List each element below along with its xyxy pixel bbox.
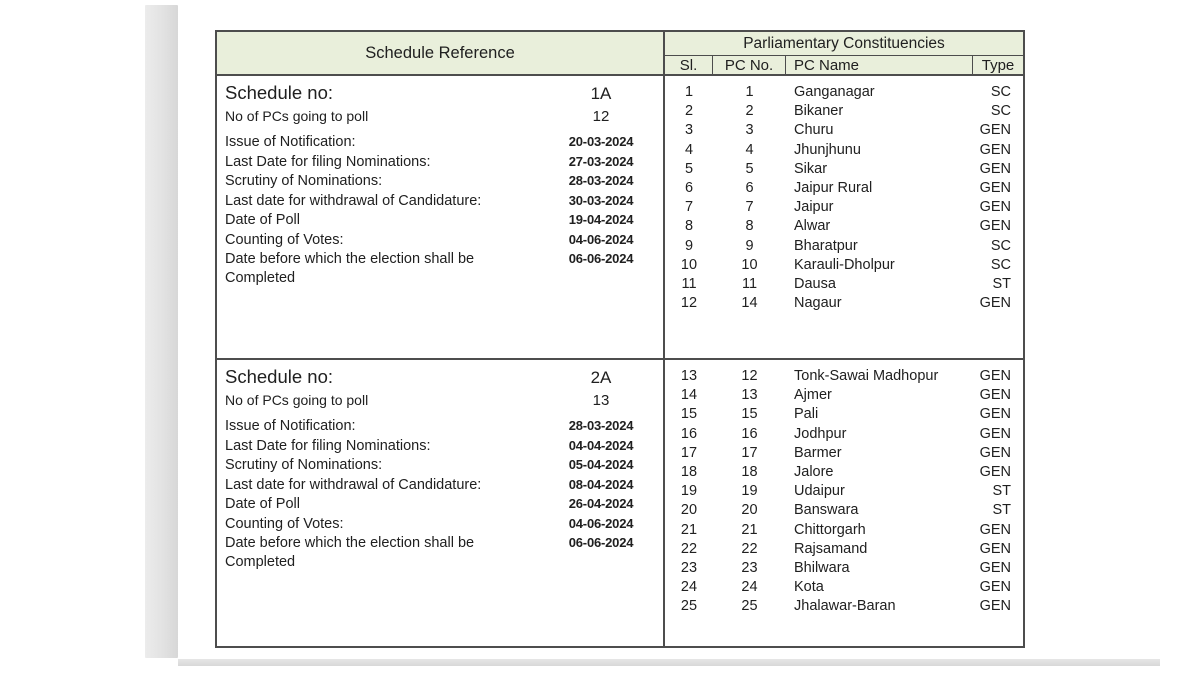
last-date-withdrawal-label: Last date for withdrawal of Candidature: bbox=[225, 476, 482, 493]
completion-date-value: 06-06-2024 bbox=[568, 535, 634, 550]
pc-no-cell: 19 bbox=[741, 483, 758, 500]
election-schedule-table bbox=[215, 30, 1025, 648]
sl-cell: 4 bbox=[684, 141, 694, 158]
constituencies-header-group bbox=[665, 32, 1023, 76]
pc-name-cell: Ganganagar bbox=[794, 84, 875, 100]
constituency-row bbox=[665, 179, 1023, 198]
constituency-row bbox=[665, 256, 1023, 275]
horizontal-divider bbox=[178, 659, 1160, 666]
column-header-sl: Sl. bbox=[665, 56, 713, 74]
sl-cell: 5 bbox=[684, 160, 694, 177]
schedule-no-label: Schedule no: bbox=[225, 82, 334, 103]
constituency-row bbox=[665, 141, 1023, 160]
scrutiny-value: 28-03-2024 bbox=[568, 173, 634, 188]
constituency-row bbox=[665, 521, 1023, 540]
last-date-filing-label: Last Date for filing Nominations: bbox=[225, 153, 431, 170]
sl-cell: 7 bbox=[684, 199, 694, 216]
sl-cell: 3 bbox=[684, 122, 694, 139]
pc-name-cell: Jalore bbox=[794, 463, 834, 480]
type-cell: GEN bbox=[979, 218, 1011, 235]
type-cell: SC bbox=[990, 84, 1011, 100]
pc-no-cell: 18 bbox=[741, 463, 758, 480]
sl-cell: 21 bbox=[680, 521, 698, 538]
sl-cell: 2 bbox=[684, 103, 694, 120]
sl-cell: 8 bbox=[684, 218, 694, 235]
schedule-block-1a bbox=[217, 76, 1023, 360]
pc-no-cell: 8 bbox=[745, 218, 754, 235]
sl-cell: 11 bbox=[681, 275, 697, 292]
sl-cell: 13 bbox=[680, 368, 698, 384]
sl-cell: 16 bbox=[680, 425, 698, 442]
sl-cell: 24 bbox=[680, 579, 698, 596]
pc-name-cell: Jodhpur bbox=[794, 425, 847, 442]
pc-no-cell: 12 bbox=[741, 368, 758, 384]
scrutiny-value: 05-04-2024 bbox=[568, 457, 634, 472]
type-cell: GEN bbox=[979, 368, 1011, 384]
type-cell: SC bbox=[990, 103, 1011, 120]
constituency-row bbox=[665, 367, 1023, 386]
completion-label-line2: Completed bbox=[225, 553, 296, 570]
sl-cell: 19 bbox=[680, 483, 698, 500]
constituency-row bbox=[665, 217, 1023, 236]
constituency-row bbox=[665, 83, 1023, 102]
pc-no-cell: 14 bbox=[741, 295, 758, 312]
type-cell: GEN bbox=[979, 463, 1011, 480]
date-of-poll-value: 19-04-2024 bbox=[568, 212, 634, 227]
constituency-row bbox=[665, 597, 1023, 616]
sl-cell: 18 bbox=[680, 463, 698, 480]
sl-cell: 25 bbox=[680, 598, 698, 615]
pc-no-cell: 11 bbox=[741, 275, 758, 292]
schedule-no-value: 2A bbox=[590, 368, 612, 387]
counting-of-votes-value: 04-06-2024 bbox=[568, 231, 634, 247]
pc-name-cell: Karauli-Dholpur bbox=[794, 256, 895, 273]
type-cell: GEN bbox=[979, 295, 1011, 312]
type-cell: GEN bbox=[979, 141, 1011, 158]
column-header-type: Type bbox=[981, 56, 1015, 74]
pc-no-cell: 3 bbox=[745, 122, 754, 139]
constituency-row bbox=[665, 501, 1023, 520]
pc-no-cell: 24 bbox=[741, 579, 758, 596]
last-date-withdrawal-label: Last date for withdrawal of Candidature: bbox=[225, 192, 482, 209]
pc-no-cell: 7 bbox=[745, 199, 754, 216]
scrutiny-label: Scrutiny of Nominations: bbox=[225, 173, 383, 189]
schedule-no-label: Schedule no: bbox=[225, 366, 334, 387]
constituency-row bbox=[665, 425, 1023, 444]
pc-name-cell: Jaipur Rural bbox=[794, 179, 873, 196]
counting-of-votes-label: Counting of Votes: bbox=[225, 515, 344, 532]
pc-no-cell: 1 bbox=[745, 84, 754, 100]
sl-cell: 12 bbox=[680, 295, 698, 312]
schedule-block-2a bbox=[217, 360, 1023, 646]
pc-name-cell: Rajsamand bbox=[794, 540, 868, 557]
constituency-row bbox=[665, 540, 1023, 559]
pc-no-cell: 13 bbox=[741, 387, 758, 404]
constituency-row bbox=[665, 198, 1023, 217]
constituency-row bbox=[665, 444, 1023, 463]
constituency-row bbox=[665, 237, 1023, 256]
pc-name-cell: Jaipur bbox=[794, 199, 834, 216]
last-date-withdrawal-value: 30-03-2024 bbox=[568, 192, 634, 208]
column-headers-row bbox=[665, 56, 1023, 76]
pc-name-cell: Bharatpur bbox=[794, 237, 858, 254]
type-cell: GEN bbox=[979, 179, 1011, 196]
pc-no-cell: 21 bbox=[741, 521, 758, 538]
completion-date-value: 06-06-2024 bbox=[568, 251, 634, 266]
constituency-row bbox=[665, 463, 1023, 482]
constituency-row bbox=[665, 578, 1023, 597]
issue-of-notification-value: 20-03-2024 bbox=[568, 134, 634, 149]
sl-cell: 23 bbox=[680, 559, 698, 576]
pc-no-cell: 25 bbox=[741, 598, 758, 615]
no-of-pcs-label: No of PCs going to poll bbox=[225, 392, 369, 408]
date-of-poll-label: Date of Poll bbox=[225, 496, 300, 512]
sl-cell: 10 bbox=[680, 256, 698, 273]
pc-name-cell: Nagaur bbox=[794, 295, 842, 312]
pc-no-cell: 15 bbox=[741, 406, 758, 423]
pc-name-cell: Ajmer bbox=[794, 387, 832, 404]
pc-name-cell: Bhilwara bbox=[794, 559, 850, 576]
constituency-list bbox=[665, 76, 1023, 358]
constituency-row bbox=[665, 482, 1023, 501]
constituency-list bbox=[665, 360, 1023, 646]
constituency-row bbox=[665, 102, 1023, 121]
pc-no-cell: 2 bbox=[745, 103, 754, 120]
pc-no-cell: 6 bbox=[745, 179, 754, 196]
sl-cell: 15 bbox=[680, 406, 698, 423]
type-cell: GEN bbox=[979, 406, 1011, 423]
date-of-poll-label: Date of Poll bbox=[225, 212, 300, 228]
no-of-pcs-label: No of PCs going to poll bbox=[225, 108, 369, 124]
last-date-filing-label: Last Date for filing Nominations: bbox=[225, 437, 431, 454]
sl-cell: 1 bbox=[684, 84, 694, 100]
pc-no-cell: 23 bbox=[741, 559, 758, 576]
type-cell: SC bbox=[990, 237, 1011, 254]
constituency-row bbox=[665, 386, 1023, 405]
type-cell: GEN bbox=[979, 540, 1011, 557]
type-cell: GEN bbox=[979, 444, 1011, 461]
pc-name-cell: Barmer bbox=[794, 444, 842, 461]
parliamentary-constituencies-header: Parliamentary Constituencies bbox=[665, 32, 1023, 56]
issue-of-notification-value: 28-03-2024 bbox=[568, 418, 634, 433]
pc-name-cell: Tonk-Sawai Madhopur bbox=[794, 368, 939, 384]
type-cell: GEN bbox=[979, 387, 1011, 404]
sl-cell: 6 bbox=[684, 179, 694, 196]
table-header bbox=[217, 32, 1023, 76]
type-cell: GEN bbox=[979, 160, 1011, 177]
constituency-row bbox=[665, 160, 1023, 179]
pc-no-cell: 10 bbox=[741, 256, 758, 273]
scrutiny-label: Scrutiny of Nominations: bbox=[225, 457, 383, 473]
no-of-pcs-value: 12 bbox=[592, 108, 610, 125]
column-header-pc-no: PC No. bbox=[713, 56, 786, 74]
type-cell: ST bbox=[992, 483, 1011, 500]
schedule-reference-header: Schedule Reference bbox=[217, 32, 665, 76]
pc-no-cell: 22 bbox=[741, 540, 758, 557]
pc-name-cell: Jhalawar-Baran bbox=[794, 598, 896, 615]
pc-name-cell: Udaipur bbox=[794, 483, 845, 500]
pc-name-cell: Dausa bbox=[794, 275, 836, 292]
last-date-withdrawal-value: 08-04-2024 bbox=[568, 476, 634, 492]
type-cell: GEN bbox=[979, 122, 1011, 139]
type-cell: GEN bbox=[979, 521, 1011, 538]
pc-name-cell: Kota bbox=[794, 579, 824, 596]
constituency-row bbox=[665, 559, 1023, 578]
completion-label-line1: Date before which the election shall be bbox=[225, 251, 475, 267]
type-cell: GEN bbox=[979, 425, 1011, 442]
pc-name-cell: Pali bbox=[794, 406, 819, 423]
last-date-filing-value: 04-04-2024 bbox=[568, 437, 634, 453]
type-cell: ST bbox=[992, 502, 1011, 519]
sl-cell: 9 bbox=[684, 237, 694, 254]
pc-name-cell: Sikar bbox=[794, 160, 828, 177]
scrollbar-track[interactable] bbox=[145, 5, 178, 658]
pc-no-cell: 16 bbox=[741, 425, 758, 442]
counting-of-votes-value: 04-06-2024 bbox=[568, 515, 634, 531]
pc-no-cell: 4 bbox=[745, 141, 754, 158]
column-header-pc-name: PC Name bbox=[786, 56, 973, 74]
type-cell: ST bbox=[992, 275, 1011, 292]
pc-no-cell: 9 bbox=[745, 237, 754, 254]
completion-label-line2: Completed bbox=[225, 269, 296, 286]
pc-name-cell: Chittorgarh bbox=[794, 521, 866, 538]
type-cell: GEN bbox=[979, 598, 1011, 615]
pc-no-cell: 17 bbox=[741, 444, 758, 461]
sl-cell: 14 bbox=[680, 387, 698, 404]
counting-of-votes-label: Counting of Votes: bbox=[225, 231, 344, 248]
schedule-details bbox=[217, 76, 665, 358]
issue-of-notification-label: Issue of Notification: bbox=[225, 418, 356, 434]
issue-of-notification-label: Issue of Notification: bbox=[225, 134, 356, 150]
pc-no-cell: 20 bbox=[741, 502, 758, 519]
constituency-row bbox=[665, 405, 1023, 424]
sl-cell: 17 bbox=[680, 444, 698, 461]
type-cell: GEN bbox=[979, 199, 1011, 216]
pc-name-cell: Banswara bbox=[794, 502, 859, 519]
type-cell: SC bbox=[990, 256, 1011, 273]
pc-name-cell: Bikaner bbox=[794, 103, 844, 120]
completion-label-line1: Date before which the election shall be bbox=[225, 535, 475, 551]
constituency-row bbox=[665, 121, 1023, 140]
pc-no-cell: 5 bbox=[745, 160, 754, 177]
pc-name-cell: Alwar bbox=[794, 218, 831, 235]
pc-name-cell: Churu bbox=[794, 122, 834, 139]
sl-cell: 22 bbox=[680, 540, 698, 557]
no-of-pcs-value: 13 bbox=[592, 392, 610, 409]
type-cell: GEN bbox=[979, 579, 1011, 596]
pc-name-cell: Jhunjhunu bbox=[794, 141, 861, 158]
date-of-poll-value: 26-04-2024 bbox=[568, 496, 634, 511]
schedule-details bbox=[217, 360, 665, 646]
last-date-filing-value: 27-03-2024 bbox=[568, 153, 634, 169]
schedule-no-value: 1A bbox=[590, 84, 612, 103]
sl-cell: 20 bbox=[680, 502, 698, 519]
type-cell: GEN bbox=[979, 559, 1011, 576]
constituency-row bbox=[665, 294, 1023, 313]
constituency-row bbox=[665, 275, 1023, 294]
